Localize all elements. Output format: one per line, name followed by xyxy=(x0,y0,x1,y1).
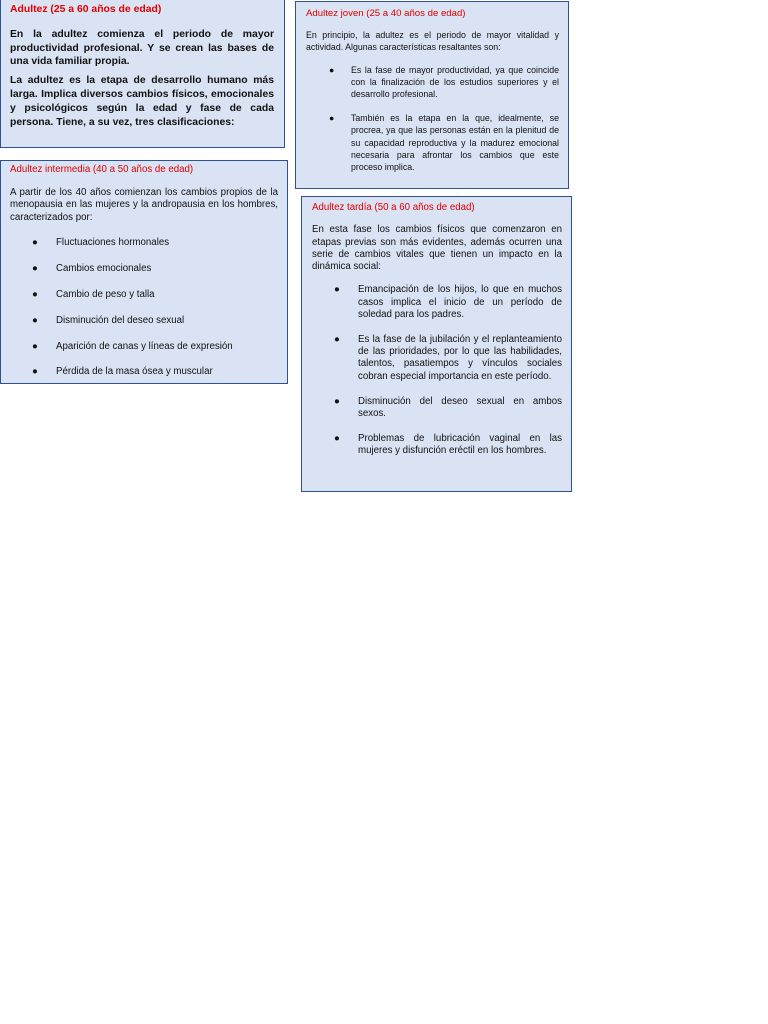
list-item-text: Disminución del deseo sexual xyxy=(56,314,185,326)
bullet-icon: ● xyxy=(32,263,38,275)
list-item-text: También es la etapa en la que, idealmente, se procrea, ya que las personas están en la plenitud de su capacidad reproductiva y la madurez emocional necesaria para afrontar los cambios que este proceso implica. xyxy=(351,113,559,173)
list-item xyxy=(10,237,278,250)
bullet-icon: ● xyxy=(334,333,340,345)
list-item-text: Problemas de lubricación vaginal en las mujeres y disfunción eréctil en los hombres. xyxy=(358,432,562,456)
list-item-text: Es la fase de la jubilación y el replanteamiento de las prioridades, por lo que las habilidades, talentos, pasatiempos y vínculos sociales cobran especial importancia en este período. xyxy=(358,333,562,382)
adultez-title: Adultez (25 a 60 años de edad) xyxy=(10,4,162,15)
list-item xyxy=(306,112,559,173)
list-item xyxy=(306,64,559,101)
adultez-box xyxy=(0,0,285,148)
adultez-intermedia-intro: A partir de los 40 años comienzan los cambios propios de la menopausia en las mujeres y la andropausia en los hombres, caracterizados por: xyxy=(10,186,278,223)
list-item xyxy=(312,284,562,321)
adultez-tardia-intro: En esta fase los cambios físicos que comenzaron en etapas previas son más evidentes, además ocurren una serie de cambios vitales que tienen un impacto en la dinámica social: xyxy=(312,224,562,273)
bullet-icon: ● xyxy=(32,340,38,352)
list-item xyxy=(312,396,562,421)
bullet-icon: ● xyxy=(32,314,38,326)
bullet-icon: ● xyxy=(334,284,340,296)
adultez-joven-intro: En principio, la adultez es el periodo de mayor vitalidad y actividad. Algunas características resaltantes son: xyxy=(306,30,559,53)
bullet-icon: ● xyxy=(329,113,335,124)
adultez-paragraph-1: En la adultez comienza el periodo de mayor productividad profesional. Y se crean las bases de una vida familiar propia. xyxy=(10,28,274,68)
bullet-icon: ● xyxy=(329,64,335,75)
list-item xyxy=(10,341,278,354)
list-item xyxy=(10,315,278,328)
adultez-tardia-box xyxy=(301,196,572,492)
adultez-tardia-list xyxy=(312,284,562,457)
adultez-intermedia-list xyxy=(10,237,278,379)
list-item-text: Pérdida de la masa ósea y muscular xyxy=(56,366,213,378)
list-item xyxy=(10,263,278,276)
list-item-text: Aparición de canas y líneas de expresión xyxy=(56,340,233,352)
list-item-text: Es la fase de mayor productividad, ya que coincide con la finalización de los estudios superiores y el desarrollo profesional. xyxy=(351,64,559,100)
list-item xyxy=(10,289,278,302)
list-item xyxy=(10,366,278,379)
bullet-icon: ● xyxy=(32,366,38,378)
adultez-intermedia-box xyxy=(0,160,288,384)
bullet-icon: ● xyxy=(32,237,38,249)
adultez-tardia-title: Adultez tardía (50 a 60 años de edad) xyxy=(312,202,475,213)
adultez-intermedia-title: Adultez intermedia (40 a 50 años de edad) xyxy=(10,164,194,175)
adultez-paragraph-2: La adultez es la etapa de desarrollo humano más larga. Implica diversos cambios físicos, emocionales y psicológicos según la edad y fase de cada persona. Tiene, a su vez, tres clasificaciones: xyxy=(10,75,274,128)
list-item xyxy=(312,433,562,458)
bullet-icon: ● xyxy=(32,288,38,300)
list-item xyxy=(312,334,562,383)
list-item-text: Disminución del deseo sexual en ambos sexos. xyxy=(358,395,562,419)
bullet-icon: ● xyxy=(334,432,340,444)
list-item-text: Emancipación de los hijos, lo que en muchos casos implica el inicio de un período de soledad para los padres. xyxy=(358,284,562,321)
bullet-icon: ● xyxy=(334,395,340,407)
adultez-joven-box xyxy=(295,1,569,189)
list-item-text: Fluctuaciones hormonales xyxy=(56,237,170,249)
adultez-joven-list xyxy=(306,64,559,174)
list-item-text: Cambio de peso y talla xyxy=(56,288,155,300)
adultez-joven-title: Adultez joven (25 a 40 años de edad) xyxy=(306,8,466,19)
list-item-text: Cambios emocionales xyxy=(56,263,152,275)
